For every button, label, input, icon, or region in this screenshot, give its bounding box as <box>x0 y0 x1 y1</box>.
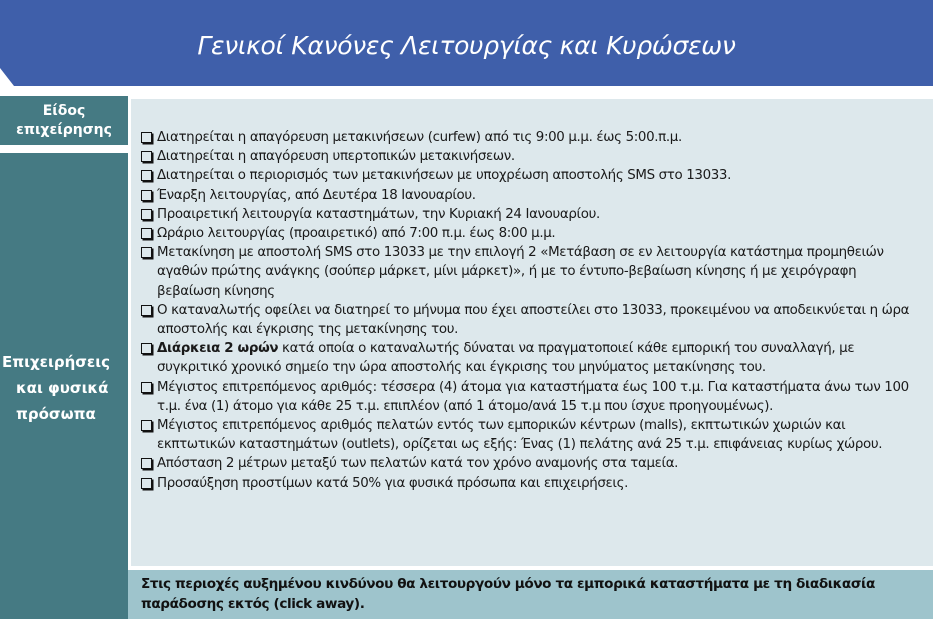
category-label-line2: και φυσικά <box>16 379 109 397</box>
checkbox-icon <box>141 132 152 143</box>
rule-text: Προαιρετική λειτουργία καταστημάτων, την Κυριακή 24 Ιανουαρίου. <box>157 206 600 222</box>
rule-item <box>141 474 921 493</box>
business-type-label-line1: Είδος <box>42 102 86 119</box>
rule-item <box>141 339 921 377</box>
checkbox-icon <box>141 382 152 393</box>
rule-item <box>141 454 921 473</box>
rule-text: Ωράριο λειτουργίας (προαιρετικό) από 7:00 π.μ. έως 8:00 μ.μ. <box>157 226 556 242</box>
rule-item <box>141 128 921 147</box>
business-type-label-line2: επιχείρησης <box>16 121 112 138</box>
rule-text: Μέγιστος επιτρεπόμενος αριθμός: τέσσερα (4) άτομα για καταστήματα έως 100 τ.μ. Για καταστήματα άνω των 100 τ.μ. ένα (1) άτομο για κάθε 25 τ.μ. επιπλέον (από 1 άτομο/ανά 15 τ.μ που ίσχυε προηγουμένως). <box>157 379 909 414</box>
rule-item <box>141 205 921 224</box>
rule-item <box>141 378 921 416</box>
rule-text: Ο καταναλωτής οφείλει να διατηρεί το μήνυμα που έχει αποστείλει στο 13033, προκειμένου να αποδεικνύεται η ώρα αποστολής και έγκρισης της μετακίνησης του. <box>157 302 910 338</box>
rules-list <box>141 128 921 493</box>
rule-item <box>141 186 921 205</box>
business-type-label <box>0 96 128 145</box>
category-label-line1: Επιχειρήσεις <box>2 353 111 371</box>
checkbox-icon <box>141 247 152 258</box>
rule-text: Διατηρείται η απαγόρευση μετακινήσεων (curfew) από τις 9:00 μ.μ. έως 5:00.π.μ. <box>157 130 682 145</box>
checkbox-icon <box>141 458 152 469</box>
rule-text: κατά οποία ο καταναλωτής δύναται να πραγματοποιεί κάθε εμπορική του συναλλαγή, με συγκριτικό χρονικό σημείο την ώρα αποστολής και έγκρισης του μηνύματος μετακίνησης του. <box>157 341 855 376</box>
checkbox-icon <box>141 151 152 162</box>
rule-item <box>141 147 921 166</box>
rule-text: Διατηρείται η απαγόρευση υπερτοπικών μετακινήσεων. <box>157 149 515 165</box>
checkbox-icon <box>141 305 152 316</box>
checkbox-icon <box>141 478 152 489</box>
checkbox-icon <box>141 343 152 354</box>
rule-item <box>141 224 921 243</box>
rule-text: Μετακίνηση με αποστολή SMS στο 13033 με την επιλογή 2 «Μετάβαση σε εν λειτουργία κατάστημα προμηθειών αγαθών πρώτης ανάγκης (σούπερ μάρκετ, μίνι μάρκετ)», ή με το έντυπο-βεβαίωση κίνησης ή με χειρόγραφη βεβαίωση κίνησης <box>157 245 884 299</box>
category-label <box>0 153 128 619</box>
checkbox-icon <box>141 420 152 431</box>
rule-text: Απόσταση 2 μέτρων μεταξύ των πελατών κατά τον χρόνο αναμονής στα ταμεία. <box>157 456 679 472</box>
rule-item <box>141 301 921 339</box>
rule-text: Έναρξη λειτουργίας, από Δευτέρα 18 Ιανουαρίου. <box>157 187 476 203</box>
checkbox-icon <box>141 190 152 201</box>
checkbox-icon <box>141 209 152 220</box>
rule-item <box>141 243 921 301</box>
rule-item <box>141 416 921 454</box>
checkbox-icon <box>141 170 152 181</box>
checkbox-icon <box>141 228 152 239</box>
category-label-line3: πρόσωπα <box>16 405 96 423</box>
rule-text: Διατηρείται ο περιορισμός των μετακινήσεων με υποχρέωση αποστολής SMS στο 13033. <box>157 168 731 184</box>
rule-text: Μέγιστος επιτρεπόμενος αριθμός πελατών εντός των εμπορικών κέντρων (malls), εκπτωτικών χωριών και εκπτωτικών καταστημάτων (outlets), ορίζεται ως εξής: Ένας (1) πελάτης ανά 25 τ.μ. επιφάνειας κυρίως χώρου. <box>157 418 883 453</box>
page-title: Γενικοί Κανόνες Λειτουργίας και Κυρώσεων <box>197 31 736 60</box>
rule-text: Προσαύξηση προστίμων κατά 50% για φυσικά πρόσωπα και επιχειρήσεις. <box>157 475 629 491</box>
rule-item <box>141 166 921 185</box>
rule-bold-text: Διάρκεια 2 ωρών <box>157 341 279 357</box>
warning-banner-text: Στις περιοχές αυξημένου κινδύνου θα λειτουργούν μόνο τα εμπορικά καταστήματα με τη διαδικασία παράδοσης εκτός (click away). <box>141 576 875 612</box>
